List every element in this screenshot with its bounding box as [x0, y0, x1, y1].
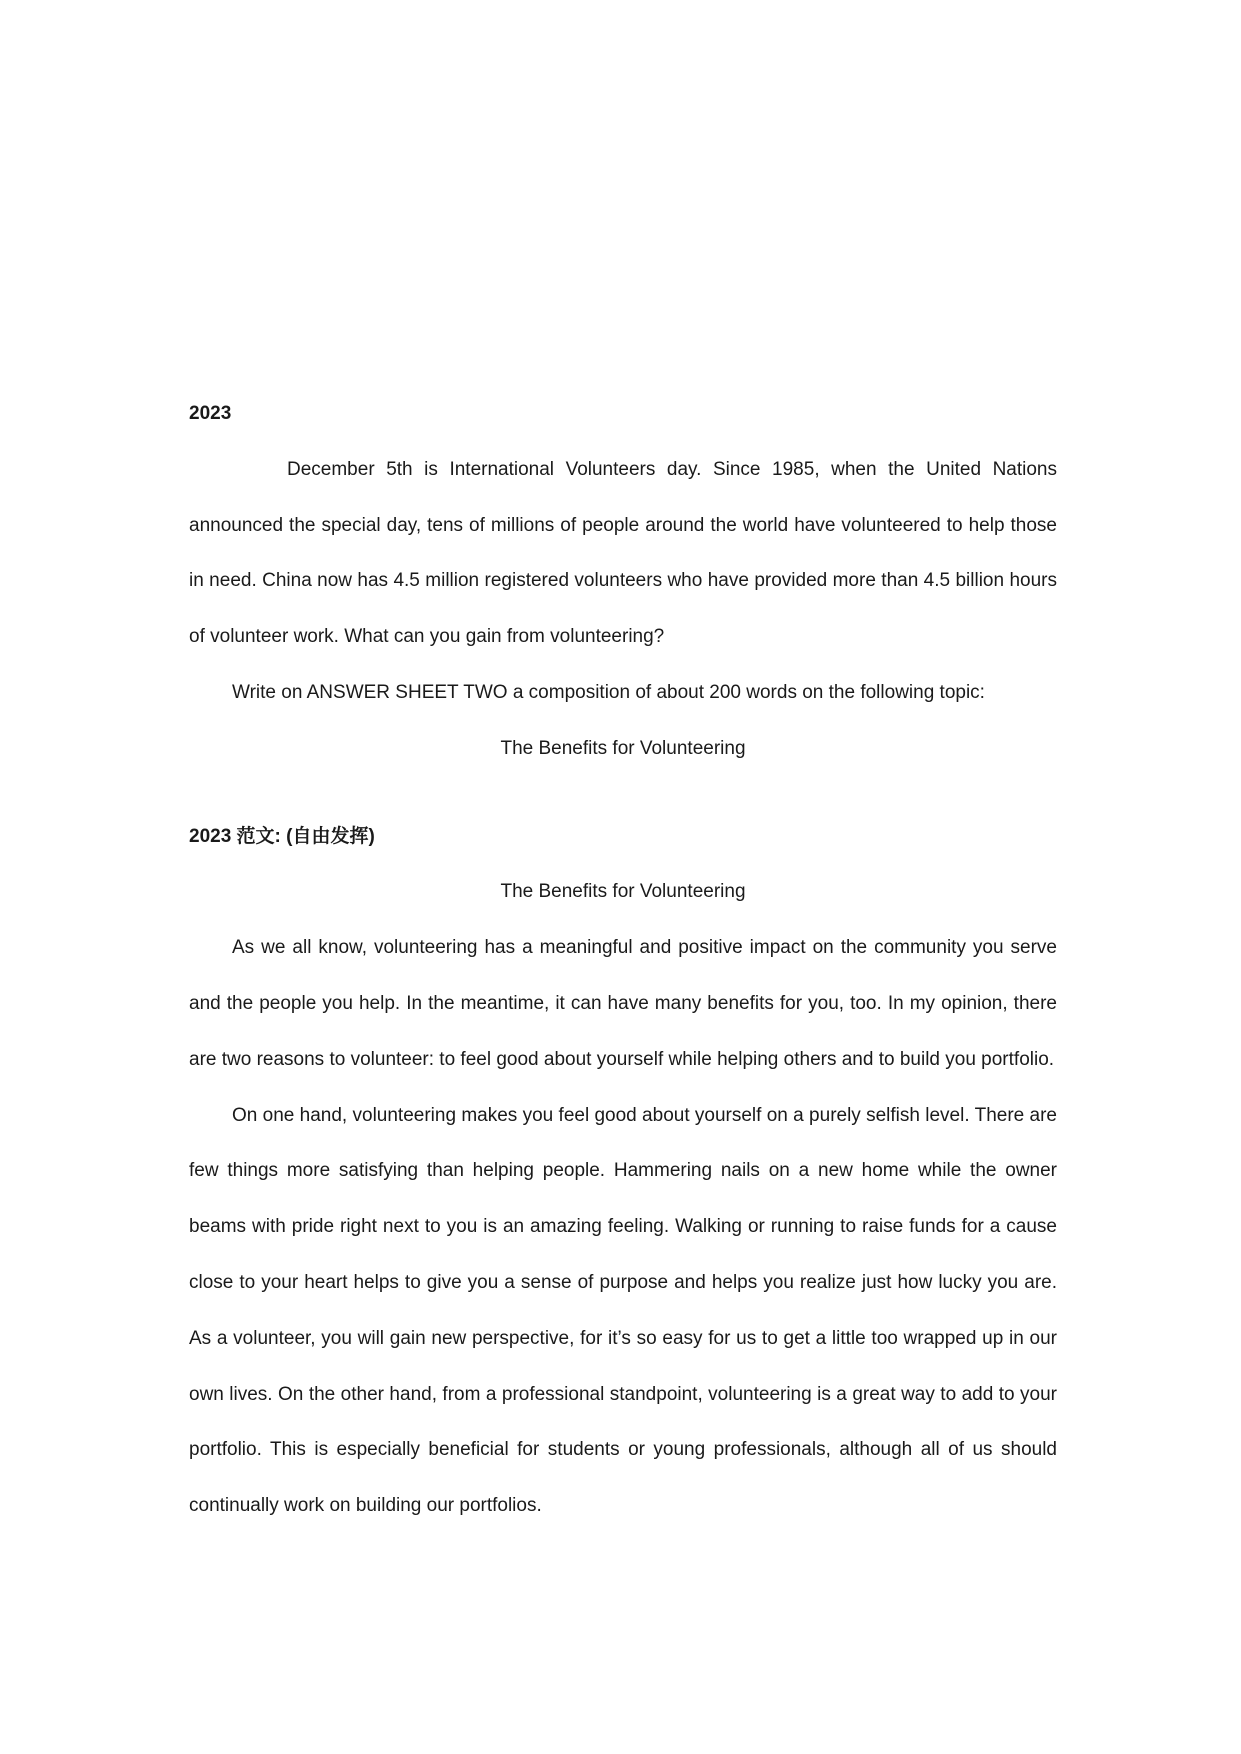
instruction-paragraph: Write on ANSWER SHEET TWO a composition of about 200 words on the following topic:	[232, 681, 985, 703]
sample-title: The Benefits for Volunteering	[500, 881, 746, 903]
topic-title: The Benefits for Volunteering	[500, 737, 746, 759]
section-spacer	[189, 777, 1057, 809]
sample-paragraph-1: As we all know, volunteering has a meaningful and positive impact on the community you serve and the people you help. In the meantime, it can have many benefits for you, too. In my opinion, there are two reasons to volunteer: to feel good about yourself while helping others and to build you portfolio.	[189, 937, 1057, 1070]
document-body	[189, 386, 1057, 1534]
year-heading: 2023	[189, 403, 232, 424]
sample-heading: 2023 范文: (自由发挥)	[189, 825, 375, 847]
prompt-paragraph: December 5th is International Volunteers day. Since 1985, when the United Nations announced the special day, tens of millions of people around the world have volunteered to help those in need. China now has 4.5 million registered volunteers who have provided more than 4.5 billion hours of volunteer work. What can you gain from volunteering?	[189, 458, 1057, 648]
sample-paragraph-2: On one hand, volunteering makes you feel good about yourself on a purely selfish level. There are few things more satisfying than helping people. Hammering nails on a new home while the owner beams with pride right next to you is an amazing feeling. Walking or running to raise funds for a cause close to your heart helps to give you a sense of purpose and helps you realize just how lucky you are. As a volunteer, you will gain new perspective, for it’s so easy for us to get a little too wrapped up in our own lives. On the other hand, from a professional standpoint, volunteering is a great way to add to your portfolio. This is especially beneficial for students or young professionals, although all of us should continually work on building our portfolios.	[189, 1104, 1057, 1517]
